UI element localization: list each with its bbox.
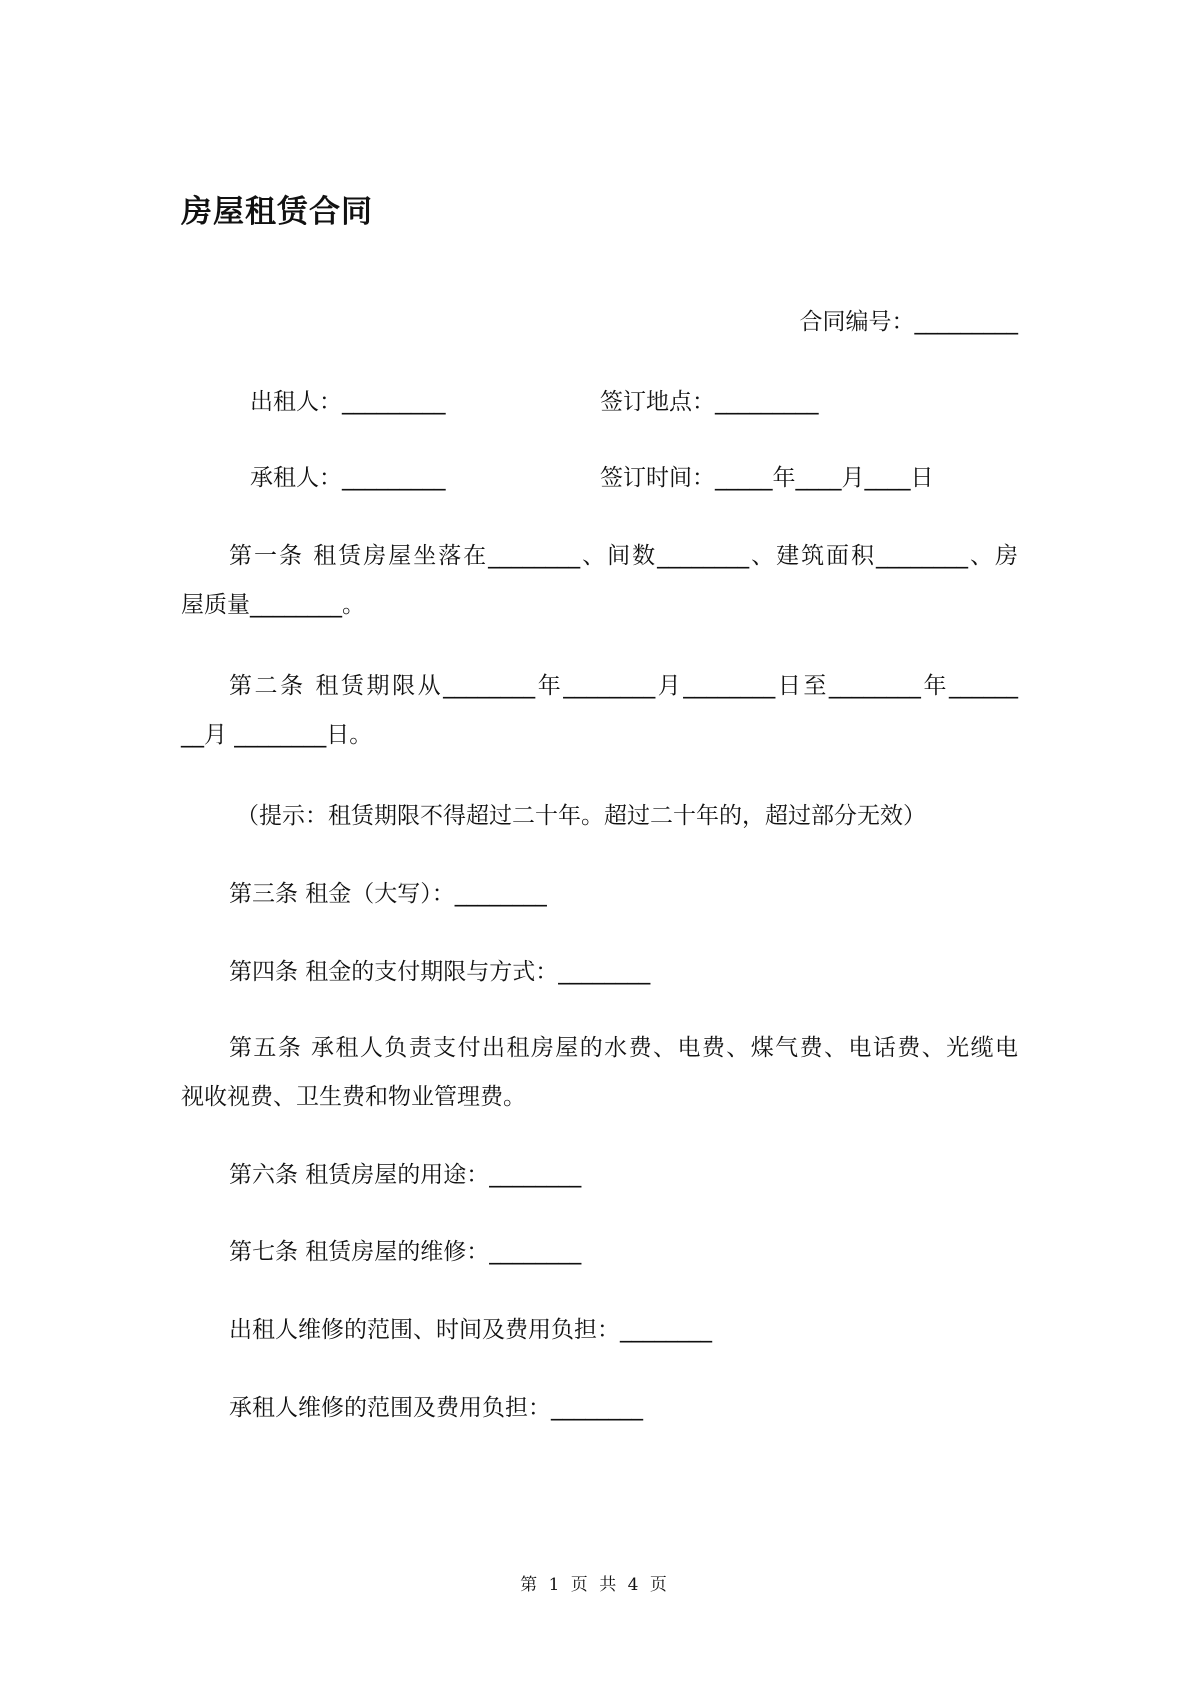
article-5-line-2: 视收视费、卫生费和物业管理费。 [181,1084,526,1110]
article-1-line-2: 屋质量________。 [181,592,365,618]
article-6: 第六条 租赁房屋的用途：________ [229,1162,582,1188]
page-number: 第 1 页 共 4 页 [520,1575,670,1595]
document-title: 房屋租赁合同 [181,194,373,230]
contract-number: 合同编号：_________ [799,309,1018,335]
article-3: 第三条 租金（大写）：________ [229,881,547,907]
lessee-repair-clause: 承租人维修的范围及费用负担：________ [229,1395,643,1421]
article-1-line-1: 第一条 租赁房屋坐落在________、间数________、建筑面积________、房 [229,543,1018,569]
article-1 [181,532,1018,630]
article-4: 第四条 租金的支付期限与方式：________ [229,959,651,985]
lessee-field: 承租人：_________ [250,465,446,491]
lessor-field: 出租人：_________ [250,389,446,415]
signing-place-field: 签订地点：_________ [600,389,819,415]
article-2-line-1: 第二条 租赁期限从________年________月________日至________年______ [229,673,1018,699]
lease-term-hint: （提示：租赁期限不得超过二十年。超过二十年的，超过部分无效） [236,803,926,829]
article-5 [181,1024,1018,1122]
lessor-repair-clause: 出租人维修的范围、时间及费用负担：________ [229,1317,712,1343]
article-2-line-2: __月 ________日。 [181,722,373,748]
signing-time-field: 签订时间：_____年____月____日 [600,465,934,491]
article-5-line-1: 第五条 承租人负责支付出租房屋的水费、电费、煤气费、电话费、光缆电 [229,1035,1018,1061]
article-2 [181,662,1018,760]
article-7: 第七条 租赁房屋的维修：________ [229,1239,582,1265]
